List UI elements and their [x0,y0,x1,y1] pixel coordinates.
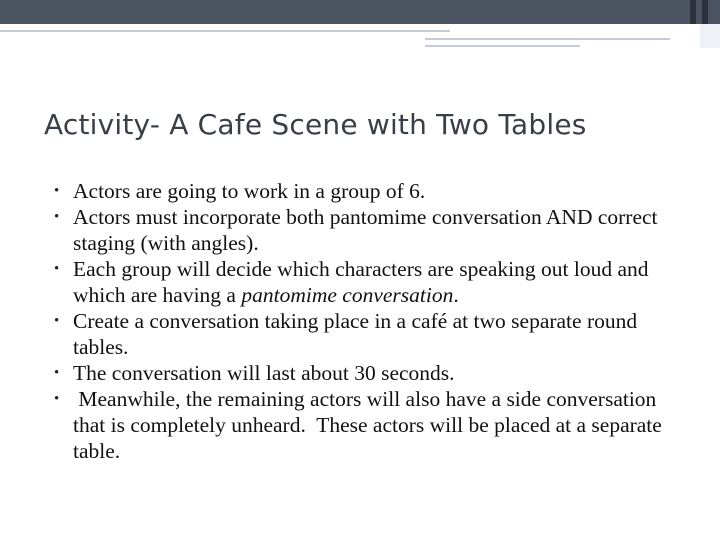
bullet-text: Actors are going to work in a group of 6. [73,179,426,203]
bullet-dot-icon: • [54,209,60,225]
bullet-text: Create a conversation taking place in a café at two separate round tables. [73,309,638,359]
bullet-text-italic: pantomime conversation [241,283,454,307]
top-decorative-bar [0,0,720,24]
bullet-item [52,360,692,386]
decorative-line [0,30,450,32]
decorative-line [425,38,670,40]
bullet-dot-icon: • [54,313,60,329]
bullet-dot-icon: • [54,183,60,199]
bullet-item [52,256,692,308]
bullet-dot-icon: • [54,391,60,407]
bullet-text-end: . [453,283,459,307]
bullet-text: Each group will decide which characters are speaking out loud and which are having a [73,257,649,307]
bullet-dot-icon: • [54,365,60,381]
corner-decoration [700,24,720,48]
decorative-line [425,45,580,47]
bullet-dot-icon: • [54,261,60,277]
top-bar-accent [690,0,696,24]
bullet-text: The conversation will last about 30 seconds. [73,361,455,385]
bullet-text: Meanwhile, the remaining actors will also have a side conversation that is completely unheard. These actors will be placed at a separate table. [73,387,668,463]
top-bar-accent [702,0,708,24]
slide-title: Activity- A Cafe Scene with Two Tables [44,108,587,141]
bullet-item [52,386,692,464]
bullet-item [52,178,692,204]
bullet-item [52,204,692,256]
bullet-list [52,178,692,464]
bullet-text: Actors must incorporate both pantomime conversation AND correct staging (with angles). [73,205,658,255]
bullet-item [52,308,692,360]
